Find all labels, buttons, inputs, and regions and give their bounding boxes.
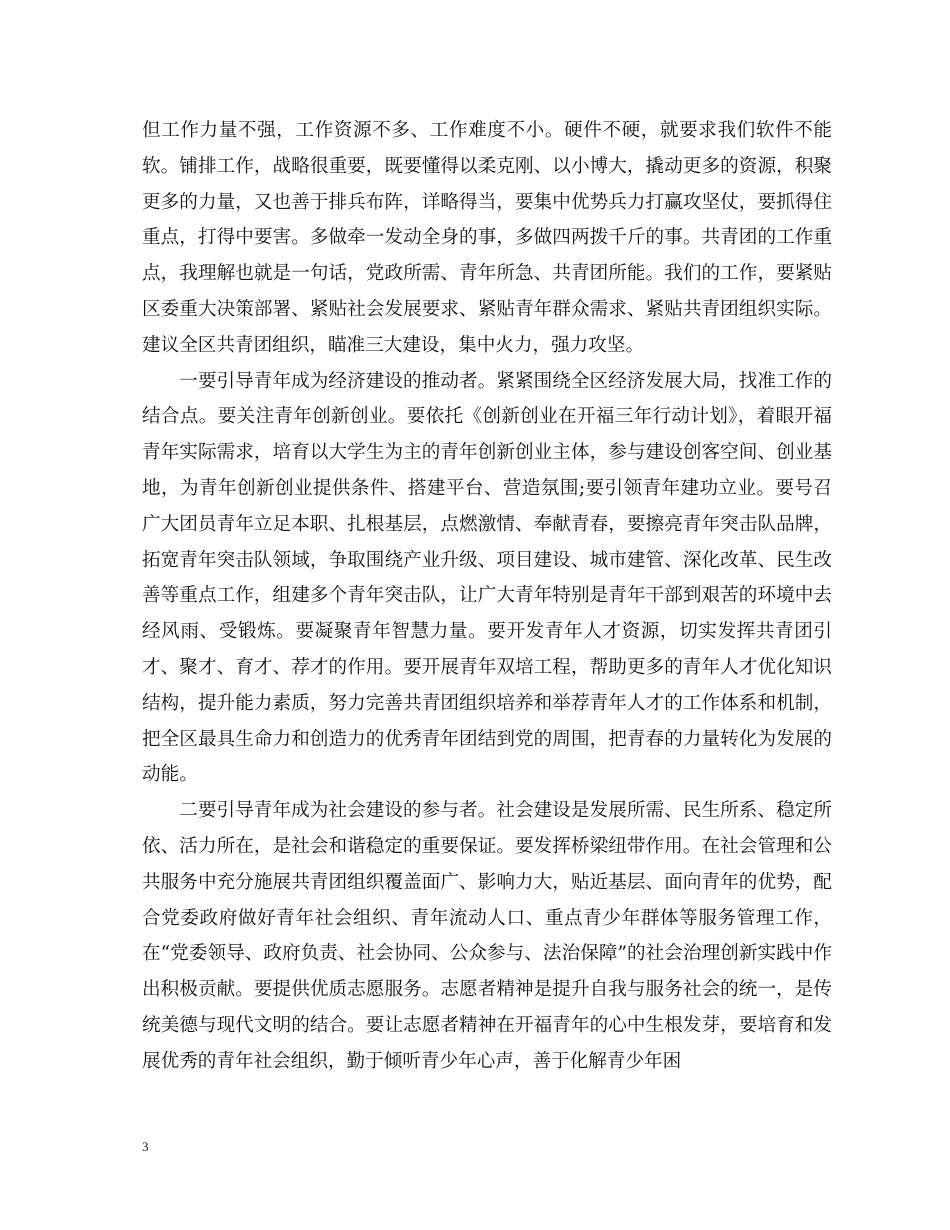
paragraph-continuation: 但工作力量不强，工作资源不多、工作难度不小。硬件不硬，就要求我们软件不能软。铺排工作，战略很重要，既要懂得以柔克刚、以小博大，撬动更多的资源，积聚更多的力量，又也善于排兵布阵，详略得当，要集中优势兵力打赢攻坚仗，要抓得住重点，打得中要害。多做牵一发动全身的事，多做四两拨千斤的事。共青团的工作重点，我理解也就是一句话，党政所需、青年所急、共青团所能。我们的工作，要紧贴区委重大决策部署、紧贴社会发展要求、紧贴青年群众需求、紧贴共青团组织实际。建议全区共青团组织，瞄准三大建设，集中火力，强力攻坚。 bbox=[142, 120, 832, 356]
paragraph-social-construction: 二要引导青年成为社会建设的参与者。社会建设是发展所需、民生所系、稳定所依、活力所在，是社会和谐稳定的重要保证。要发挥桥梁纽带作用。在社会管理和公共服务中充分施展共青团组织覆盖面广、影响力大，贴近基层、面向青年的优势，配合党委政府做好青年社会组织、青年流动人口、重点青少年群体等服务管理工作，在“党委领导、政府负责、社会协同、公众参与、法治保障”的社会治理创新实践中作出积极贡献。要提供优质志愿服务。志愿者精神是提升自我与服务社会的统一，是传统美德与现代文明的结合。要让志愿者精神在开福青年的心中生根发芽，要培育和发展优秀的青年社会组织，勤于倾听青少年心声，善于化解青少年困 bbox=[142, 800, 832, 1072]
page-number: 3 bbox=[142, 1139, 149, 1154]
paragraph-economic-construction: 一要引导青年成为经济建设的推动者。紧紧围绕全区经济发展大局，找准工作的结合点。要关注青年创新创业。要依托《创新创业在开福三年行动计划》，着眼开福青年实际需求，培育以大学生为主的青年创新创业主体，参与建设创客空间、创业基地，为青年创新创业提供条件、搭建平台、营造氛围;要引领青年建功立业。要号召广大团员青年立足本职、扎根基层，点燃激情、奉献青春，要擦亮青年突击队品牌，拓宽青年突击队领域，争取围绕产业升级、项目建设、城市建管、深化改革、民生改善等重点工作，组建多个青年突击队，让广大青年特别是青年干部到艰苦的环境中去经风雨、受锻炼。要凝聚青年智慧力量。要开发青年人才资源，切实发挥共青团引才、聚才、育才、荐才的作用。要开展青年双培工程，帮助更多的青年人才优化知识结构，提升能力素质，努力完善共青团组织培养和举荐青年人才的工作体系和机制，把全区最具生命力和创造力的优秀青年团结到党的周围，把青春的力量转化为发展的动能。 bbox=[142, 370, 832, 786]
body-text bbox=[142, 113, 832, 1080]
